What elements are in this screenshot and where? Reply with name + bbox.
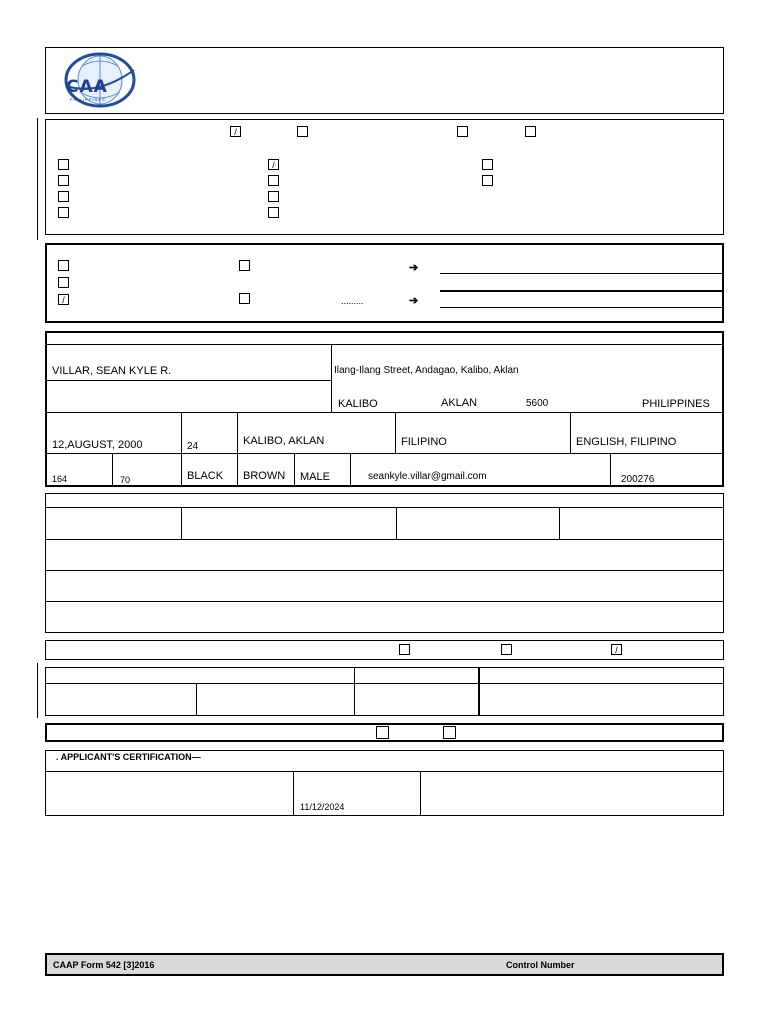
col-divider (196, 683, 197, 716)
col-divider (181, 507, 182, 539)
section-5-box (45, 640, 724, 660)
col-divider (350, 453, 351, 487)
certification-date: 11/12/2024 (300, 802, 345, 812)
applicant-city: KALIBO (338, 398, 378, 410)
arrow-right-icon: ➔ (409, 295, 419, 307)
col-divider (294, 453, 295, 487)
checkbox[interactable] (457, 126, 468, 137)
eye-color: BROWN (243, 470, 286, 482)
col-divider (478, 667, 480, 716)
row-divider (45, 344, 724, 345)
section-2-box (45, 243, 724, 323)
checkbox-checked[interactable]: / (611, 644, 622, 655)
checkbox-checked[interactable]: / (58, 294, 69, 305)
header-box (45, 47, 724, 114)
row-divider (45, 412, 724, 413)
row-divider (45, 570, 724, 571)
checkbox[interactable] (268, 207, 279, 218)
applicant-province: AKLAN (441, 397, 478, 409)
margin-line (37, 118, 38, 240)
row-divider (45, 507, 724, 508)
checkbox[interactable] (58, 207, 69, 218)
email-value: seankyle.villar@gmail.com (368, 471, 487, 482)
col-divider (610, 453, 611, 487)
section-1-box (45, 119, 724, 235)
col-divider (331, 344, 332, 412)
checkbox[interactable] (58, 260, 69, 271)
col-divider (181, 412, 182, 487)
checkbox[interactable] (58, 159, 69, 170)
row-divider (45, 601, 724, 602)
col-divider (570, 412, 571, 453)
row-divider (45, 683, 724, 684)
personal-info-box (45, 331, 724, 487)
checkbox[interactable] (268, 191, 279, 202)
checkbox[interactable] (501, 644, 512, 655)
arrow-right-icon: ➔ (409, 262, 419, 274)
checkbox[interactable] (297, 126, 308, 137)
hair-color: BLACK (187, 470, 224, 482)
checkbox-checked[interactable]: / (268, 159, 279, 170)
entry-line (440, 290, 724, 292)
checkbox[interactable] (399, 644, 410, 655)
checkbox-checked[interactable]: / (230, 126, 241, 137)
weight-value: 70 (120, 475, 131, 485)
margin-line (37, 663, 38, 718)
entry-line (440, 307, 724, 308)
checkbox[interactable] (58, 191, 69, 202)
form-id: CAAP Form 542 [3]2016 (53, 960, 155, 970)
sex-value: MALE (300, 471, 330, 483)
certification-title: . APPLICANT'S CERTIFICATION— (56, 752, 201, 762)
section-6-box (45, 667, 724, 716)
languages: ENGLISH, FILIPINO (576, 436, 677, 448)
dotted-leader: ......... (341, 296, 364, 306)
form-footer (45, 953, 724, 976)
number-value: 200276 (621, 474, 655, 485)
checkbox[interactable] (268, 175, 279, 186)
row-divider (45, 380, 331, 381)
height-value: 164 (52, 474, 68, 484)
control-number-label: Control Number (506, 960, 575, 970)
col-divider (237, 412, 238, 487)
applicant-zip: 5600 (526, 398, 549, 409)
checkbox[interactable] (482, 159, 493, 170)
section-4-box (45, 493, 724, 633)
col-divider (293, 771, 294, 816)
logo-subtext: PHILIPPINES (70, 97, 106, 102)
col-divider (112, 453, 113, 487)
col-divider (354, 667, 355, 716)
birth-date: 12,AUGUST, 2000 (52, 439, 143, 451)
checkbox[interactable] (239, 293, 250, 304)
caa-logo (58, 52, 138, 108)
applicant-country: PHILIPPINES (642, 398, 710, 410)
col-divider (395, 412, 396, 453)
checkbox[interactable] (525, 126, 536, 137)
row-divider (45, 539, 724, 540)
logo-text: CAA (66, 77, 108, 97)
birth-place: KALIBO, AKLAN (243, 435, 325, 447)
col-divider (420, 771, 421, 816)
applicant-age: 24 (187, 441, 199, 452)
col-divider (396, 507, 397, 539)
checkbox[interactable] (482, 175, 493, 186)
row-divider (45, 453, 724, 454)
checkbox[interactable] (58, 175, 69, 186)
applicant-address: Ilang-Ilang Street, Andagao, Kalibo, Aklan (334, 365, 519, 376)
col-divider (559, 507, 560, 539)
nationality: FILIPINO (401, 436, 447, 448)
applicant-name: VILLAR, SEAN KYLE R. (52, 365, 172, 377)
checkbox[interactable] (239, 260, 250, 271)
entry-line (440, 273, 724, 274)
checkbox[interactable] (376, 726, 389, 739)
row-divider (45, 771, 724, 772)
checkbox[interactable] (58, 277, 69, 288)
checkbox[interactable] (443, 726, 456, 739)
